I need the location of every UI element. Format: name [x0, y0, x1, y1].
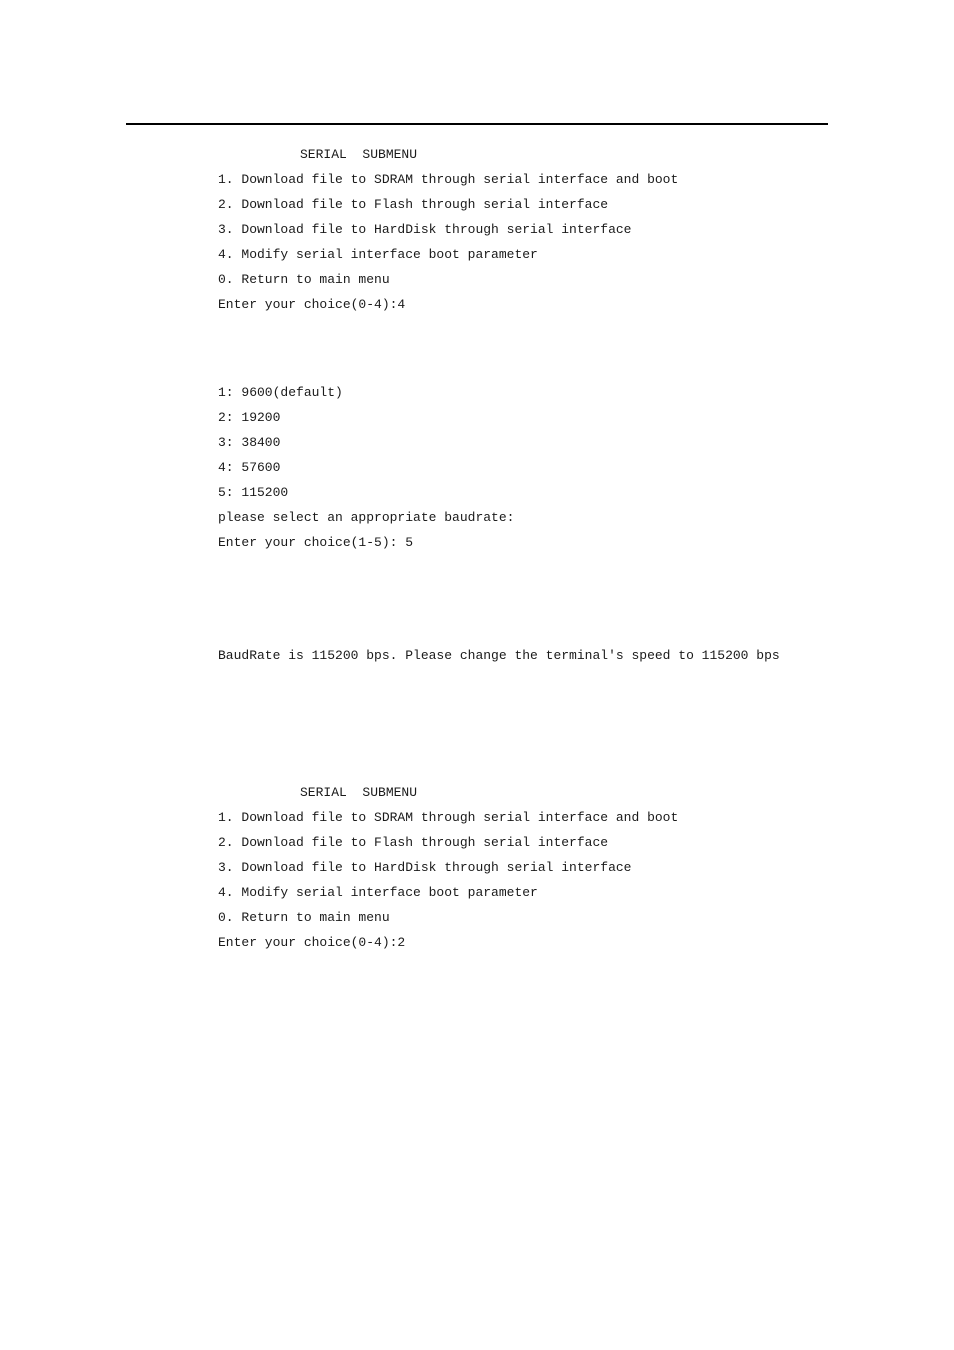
baudrate-option: 5: 115200 [218, 485, 289, 500]
submenu-title: SERIAL SUBMENU [300, 785, 418, 800]
menu-item: 4. Modify serial interface boot parameter [218, 247, 538, 262]
submenu-title: SERIAL SUBMENU [300, 147, 418, 162]
baudrate-option: 1: 9600(default) [218, 385, 343, 400]
menu-item: 3. Download file to HardDisk through serial interface [218, 860, 632, 875]
choice-prompt: Enter your choice(0-4):2 [218, 935, 406, 950]
choice-prompt: Enter your choice(0-4):4 [218, 297, 406, 312]
menu-item: 0. Return to main menu [218, 272, 390, 287]
choice-prompt: Enter your choice(1-5): 5 [218, 535, 414, 550]
menu-item: 1. Download file to SDRAM through serial interface and boot [218, 172, 679, 187]
menu-item: 2. Download file to Flash through serial interface [218, 835, 609, 850]
baudrate-option: 4: 57600 [218, 460, 281, 475]
serial-submenu-block [218, 780, 678, 955]
baudrate-instruction: please select an appropriate baudrate: [218, 510, 515, 525]
menu-item: 3. Download file to HardDisk through serial interface [218, 222, 632, 237]
menu-item: 4. Modify serial interface boot parameter [218, 885, 538, 900]
baudrate-option: 3: 38400 [218, 435, 281, 450]
baudrate-menu-block [218, 380, 514, 555]
serial-submenu-block [218, 142, 678, 317]
menu-item: 0. Return to main menu [218, 910, 390, 925]
menu-item: 2. Download file to Flash through serial interface [218, 197, 609, 212]
baudrate-option: 2: 19200 [218, 410, 281, 425]
menu-item: 1. Download file to SDRAM through serial interface and boot [218, 810, 679, 825]
baudrate-notice: BaudRate is 115200 bps. Please change the terminal's speed to 115200 bps [218, 648, 780, 663]
header-rule [126, 123, 828, 125]
baudrate-notice-block [218, 643, 780, 668]
